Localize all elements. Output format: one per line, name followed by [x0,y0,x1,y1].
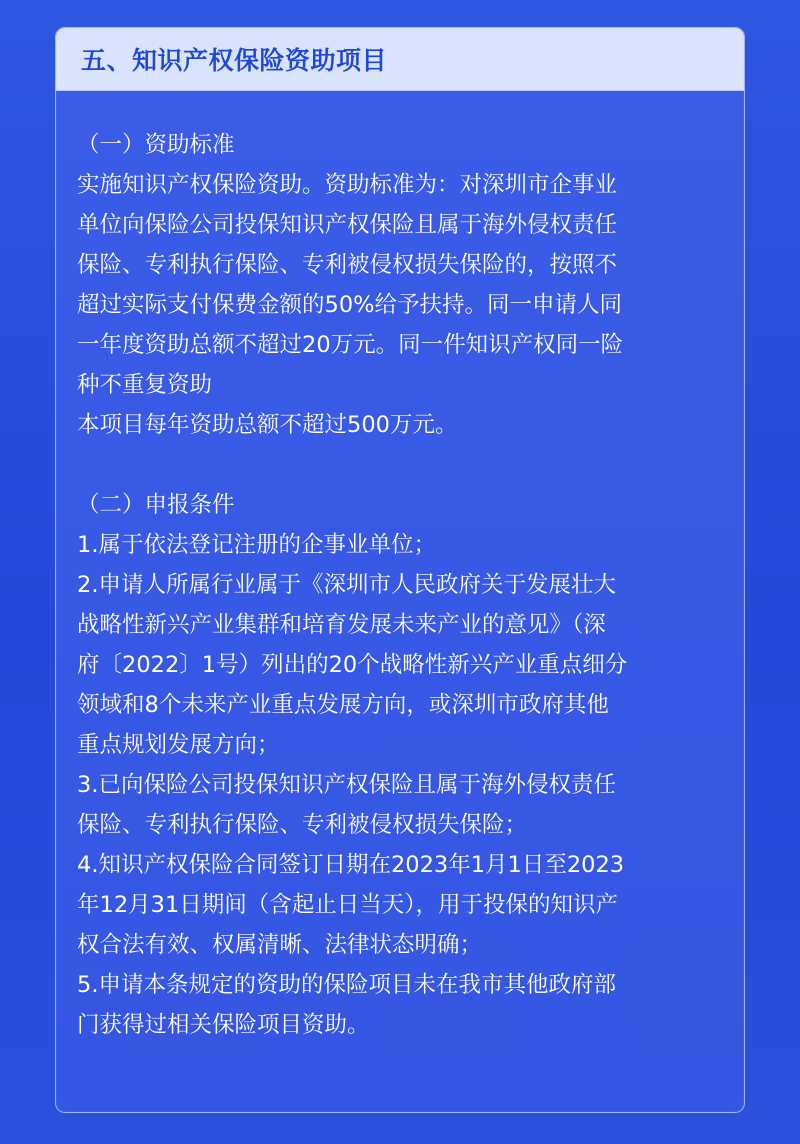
section-title-funding-standard: （一）资助标准 [77,132,235,158]
condition-line: 门获得过相关保险项目资助。 [77,1012,370,1038]
condition-line: 1.属于依法登记注册的企事业单位； [77,532,436,558]
paragraph-line: 一年度资助总额不超过20万元。同一件知识产权同一险 [77,332,624,358]
condition-line: 5.申请本条规定的资助的保险项目未在我市其他政府部 [77,972,616,998]
paragraph-line: 实施知识产权保险资助。资助标准为：对深圳市企事业 [77,172,618,198]
section-funding-standard [77,125,744,445]
condition-line: 战略性新兴产业集群和培育发展未来产业的意见》（深 [77,612,606,638]
condition-line: 年12月31日期间（含起止日当天），用于投保的知识产 [77,892,619,918]
condition-line: 府〔2022〕1号）列出的20个战略性新兴产业重点细分 [77,652,628,678]
paragraph-line: 本项目每年资助总额不超过500万元。 [77,412,458,438]
condition-line: 2.申请人所属行业属于《深圳市人民政府关于发展壮大 [77,572,616,598]
paragraph-line: 种不重复资助 [77,372,213,398]
section-title-application-conditions: （二）申报条件 [77,492,235,518]
condition-line: 重点规划发展方向； [77,732,280,758]
paragraph-line: 超过实际支付保费金额的50%给予扶持。同一申请人同 [77,292,623,318]
condition-line: 4.知识产权保险合同签订日期在2023年1月1日至2023 [77,852,625,878]
condition-line: 权合法有效、权属清晰、法律状态明确； [77,932,483,958]
condition-line: 领域和8个未来产业重点发展方向，或深圳市政府其他 [77,692,609,718]
card-header [56,28,744,91]
section-application-conditions [77,485,744,1045]
paragraph-line: 保险、专利执行保险、专利被侵权损失保险的，按照不 [77,252,618,278]
section-spacer [77,445,744,485]
paragraph-line: 单位向保险公司投保知识产权保险且属于海外侵权责任 [77,212,618,238]
content-card [55,27,745,1113]
condition-line: 保险、专利执行保险、专利被侵权损失保险； [77,812,528,838]
card-title: 五、知识产权保险资助项目 [81,46,388,75]
condition-line: 3.已向保险公司投保知识产权保险且属于海外侵权责任 [77,772,616,798]
card-body [56,125,744,1045]
